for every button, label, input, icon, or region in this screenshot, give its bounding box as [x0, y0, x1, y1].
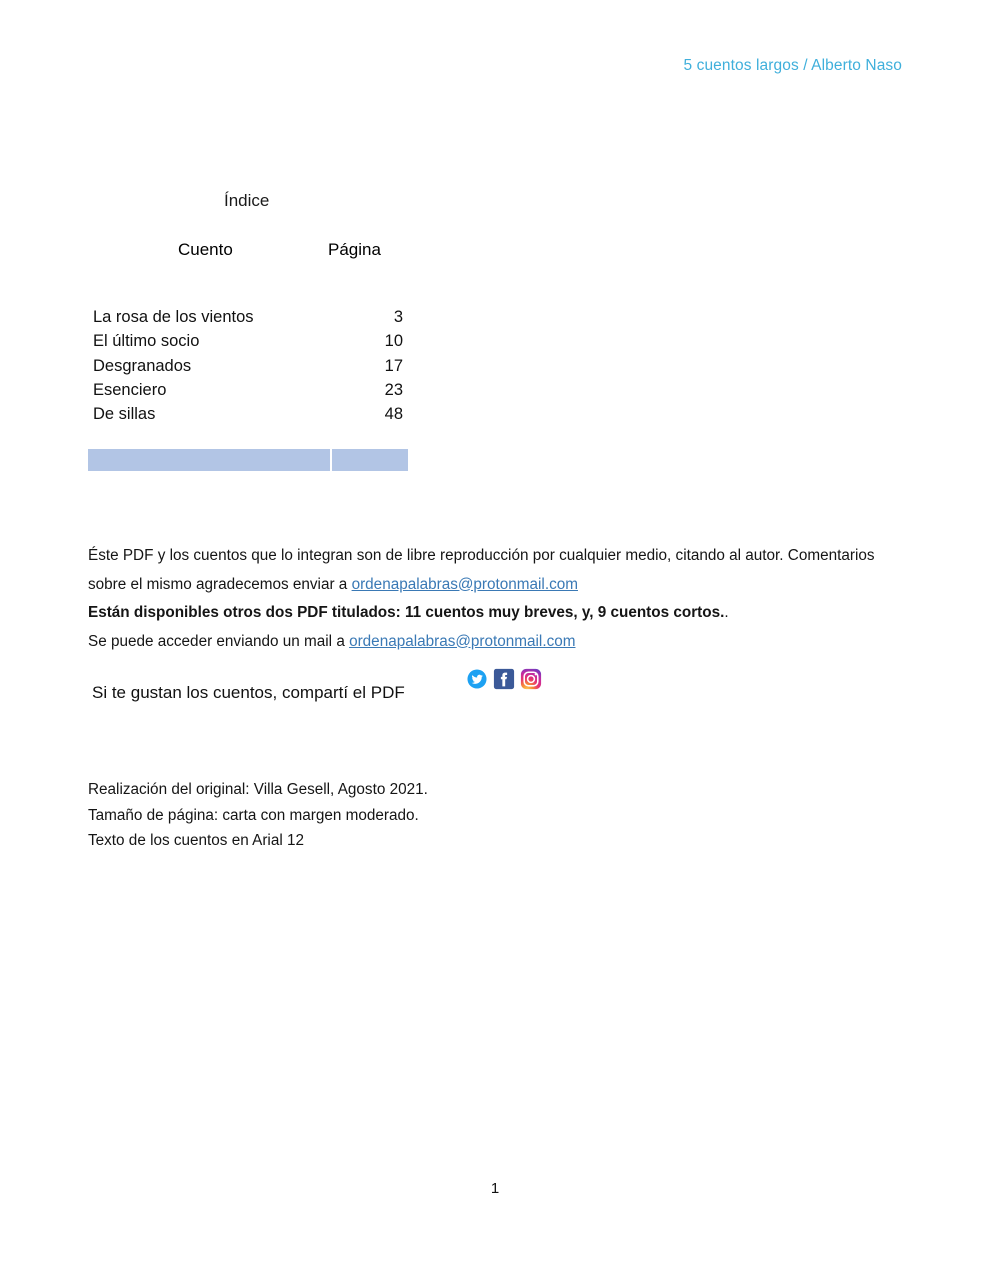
index-entry-title: La rosa de los vientos: [93, 308, 254, 326]
index-entry-title: De sillas: [93, 405, 156, 424]
table-row: [88, 378, 408, 402]
table-row: [88, 354, 408, 378]
index-entry-page: 48: [384, 405, 403, 424]
index-entry-title: Esenciero: [93, 380, 167, 399]
colophon-line-font: Texto de los cuentos en Arial 12: [88, 832, 304, 849]
email-link-access[interactable]: ordenapalabras@protonmail.com: [349, 632, 576, 650]
index-table-body: [88, 305, 408, 426]
notice-access-text: Se puede acceder enviando un mail a: [88, 632, 350, 650]
index-entry-page: 23: [384, 380, 403, 399]
instagram-icon[interactable]: [520, 668, 542, 690]
index-highlight-bar: [88, 449, 408, 471]
index-entry-title: Desgranados: [93, 356, 192, 375]
table-row: [88, 329, 408, 353]
notice-other-pdfs-text: Están disponibles otros dos PDF titulados: 11 cuentos muy breves, y, 9 cuentos cortos.: [88, 604, 725, 621]
colophon-block: [88, 777, 788, 854]
index-entry-page: 3: [393, 308, 403, 326]
table-row: [88, 305, 408, 329]
notice-paragraph-access: [88, 628, 908, 657]
index-table: [88, 305, 408, 426]
index-entry-page: 10: [384, 332, 403, 351]
index-highlight-bar-right-cell: [332, 449, 408, 471]
notice-license-text: Éste PDF y los cuentos que lo integran son de libre reproducción por cualquier medio, citando al autor. Comentarios sobre el mismo agradecemos enviar a: [88, 547, 875, 593]
footer-page-number: 1: [490, 1180, 500, 1197]
email-link-contact[interactable]: ordenapalabras@protonmail.com: [351, 575, 578, 593]
share-prompt-text: Si te gustan los cuentos, compartí el PDF: [92, 683, 405, 702]
index-highlight-bar-left-cell: [88, 449, 330, 471]
index-column-header-page: Página: [328, 240, 381, 259]
notice-paragraph-other-pdfs: [88, 599, 908, 628]
table-row: [88, 402, 408, 426]
notice-other-pdfs-trailing-period: .: [724, 604, 729, 621]
index-column-header-story: Cuento: [178, 240, 233, 259]
index-entry-page: 17: [384, 356, 403, 375]
colophon-line-page-size: Tamaño de página: carta con margen moderado.: [88, 806, 419, 824]
index-heading: Índice: [224, 191, 270, 210]
notice-block: [88, 542, 908, 656]
notice-paragraph-license: [88, 542, 908, 599]
facebook-icon[interactable]: [493, 668, 515, 690]
social-icons-row: [466, 668, 542, 690]
colophon-line-origin: Realización del original: Villa Gesell, Agosto 2021.: [88, 781, 428, 798]
running-header-title: 5 cuentos largos / Alberto Naso: [683, 57, 902, 74]
twitter-icon[interactable]: [466, 668, 488, 690]
index-column-headers: [88, 240, 408, 264]
index-entry-title: El último socio: [93, 332, 200, 351]
